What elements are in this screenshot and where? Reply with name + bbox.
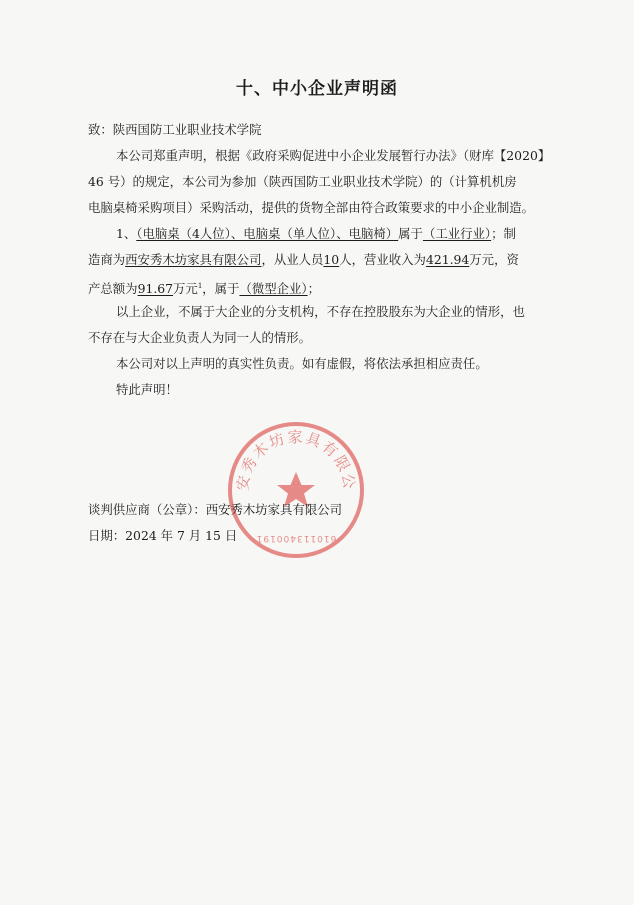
staff-prefix: ，从业人员 [261, 252, 324, 267]
staff-count: 10 [323, 252, 340, 267]
paragraph-1-line-1: 本公司郑重声明，根据《政府采购促进中小企业发展暂行办法》（财库【2020】 [116, 148, 551, 163]
revenue: 421.94 [425, 252, 470, 267]
revenue-prefix: 人，营业收入为 [339, 252, 426, 267]
type-prefix: ，属于 [202, 281, 240, 297]
paragraph-3: 本公司对以上声明的真实性负责。如有虚假，将依法承担相应责任。 [116, 356, 488, 371]
maker-prefix: ；制 [491, 226, 516, 241]
item-1-line-3 [88, 278, 320, 297]
paragraph-2-line-1: 以上企业，不属于大企业的分支机构，不存在控股股东为大企业的情形，也 [116, 304, 525, 319]
assets-label: 产总额为 [88, 281, 138, 297]
maker-label: 造商为 [88, 252, 126, 267]
industry: （工业行业） [422, 226, 492, 241]
assets-suffix: 万元 [173, 281, 198, 297]
revenue-suffix: 万元，资 [469, 252, 519, 267]
page-title: 十、中小企业声明函 [236, 79, 398, 99]
total-assets: 91.67 [137, 281, 174, 297]
item-prefix: 1、 [116, 226, 137, 241]
seal-graphic [226, 420, 366, 560]
footnote-mark: 1 [197, 282, 203, 290]
enterprise-type: （微型企业） [239, 281, 308, 297]
closing: 特此声明！ [116, 382, 178, 397]
company-seal [226, 420, 366, 560]
svg-text:610113400191: 610113400191 [255, 533, 337, 543]
paragraph-2-line-2: 不存在与大企业负责人为同一人的情形。 [88, 330, 312, 345]
supplier-line: 谈判供应商（公章）：西安秀木坊家具有限公司 [88, 502, 343, 517]
item-1-line-1 [116, 226, 516, 242]
svg-text:西安秀木坊家具有限公司: 安秀木坊家具有限公 [233, 428, 359, 492]
manufacturer: 西安秀木坊家具有限公司 [125, 252, 262, 267]
paragraph-1-line-2: 46 号）的规定，本公司为参加（陕西国防工业职业技术学院）的（计算机机房 [88, 174, 517, 189]
addressee: 致：陕西国防工业职业技术学院 [88, 122, 262, 137]
belongs-text: 属于 [398, 226, 423, 241]
item-end: ； [307, 281, 321, 297]
paragraph-1-line-3: 电脑桌椅采购项目）采购活动，提供的货物全部由符合政策要求的中小企业制造。 [88, 200, 535, 215]
products: （电脑桌（4人位）、电脑桌（单人位）、电脑椅） [136, 226, 399, 241]
item-1-line-2 [88, 252, 519, 268]
date-line: 日期：2024 年 7 月 15 日 [88, 528, 238, 543]
